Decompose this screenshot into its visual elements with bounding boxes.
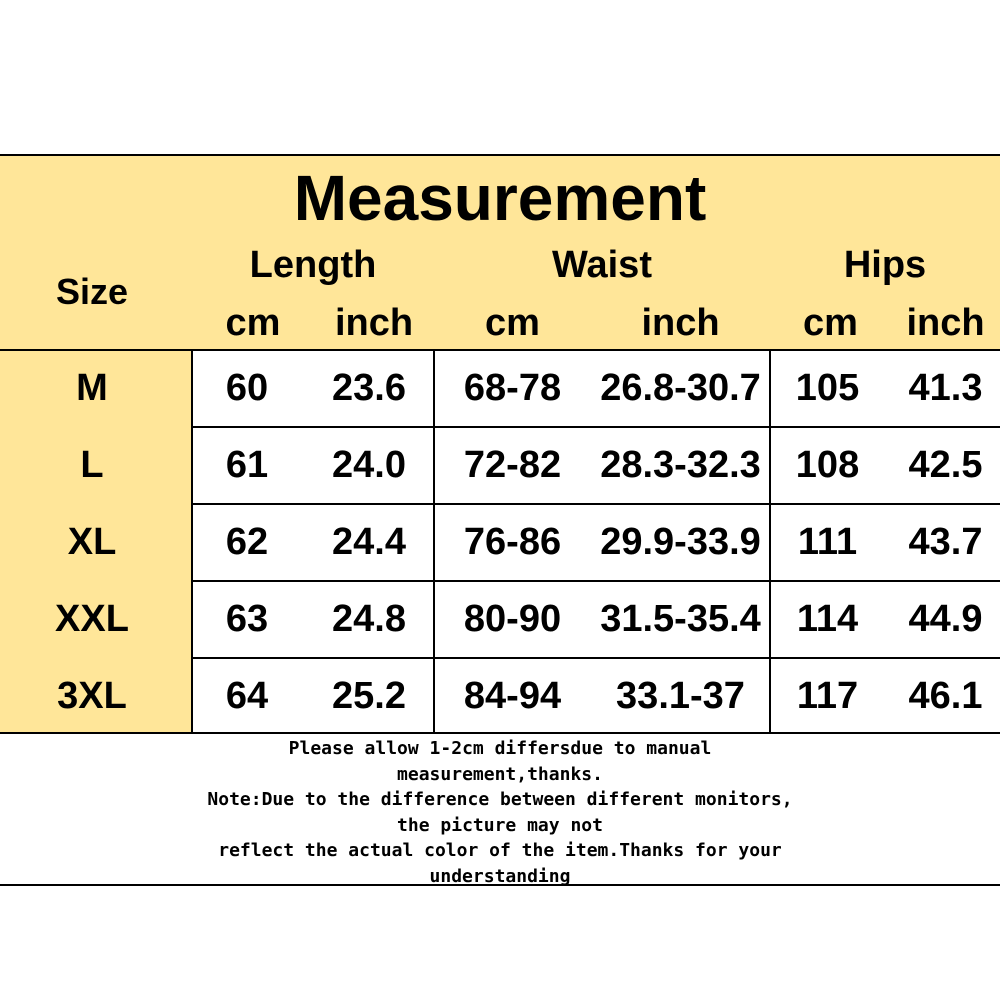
row-divider — [192, 426, 1000, 428]
length-inch-cell: 24.0 — [332, 444, 406, 486]
length-cm-cell: 60 — [225, 367, 269, 409]
length-cm-cell: 62 — [225, 521, 269, 563]
size-column-border — [191, 350, 193, 734]
note-line: Note:Due to the difference between different monitors, — [207, 789, 793, 810]
hips-inch-cell: 41.3 — [908, 367, 983, 409]
group-divider — [433, 350, 435, 734]
note-line: measurement,thanks. — [397, 763, 603, 785]
group-header-hips: Hips — [843, 243, 927, 286]
waist-inch-cell: 31.5-35.4 — [600, 598, 761, 640]
table-top-border — [0, 154, 1000, 156]
size-cell: XXL — [55, 598, 129, 640]
hips-inch-cell: 44.9 — [908, 598, 983, 640]
waist-inch-cell: 28.3-32.3 — [600, 444, 761, 486]
length-inch-cell: 24.8 — [332, 598, 406, 640]
unit-header-hips-cm: cm — [803, 301, 858, 344]
note-line: Please allow 1-2cm differsdue to manual — [288, 738, 712, 759]
waist-cm-cell: 76-86 — [463, 521, 562, 563]
length-cm-cell: 61 — [225, 444, 269, 486]
length-cm-cell: 64 — [225, 674, 269, 717]
size-cell: XL — [67, 521, 117, 563]
notes-block — [0, 734, 1000, 886]
size-header: Size — [55, 271, 129, 312]
note-line: reflect the actual color of the item.Thanks for your — [218, 840, 782, 861]
hips-inch-cell: 42.5 — [908, 444, 983, 486]
group-header-length: Length — [249, 243, 377, 286]
hips-cm-cell: 111 — [797, 521, 858, 563]
hips-cm-cell: 117 — [796, 674, 859, 717]
unit-header-waist-inch: inch — [641, 301, 720, 344]
size-cell: L — [80, 444, 104, 486]
group-divider — [769, 350, 771, 734]
row-divider — [192, 580, 1000, 582]
hips-inch-cell: 46.1 — [908, 674, 983, 717]
length-inch-cell: 24.4 — [332, 521, 406, 563]
note-line: understanding — [429, 865, 571, 887]
hips-inch-cell: 43.7 — [908, 521, 983, 563]
size-cell: M — [76, 367, 108, 409]
length-inch-cell: 23.6 — [332, 367, 406, 409]
unit-header-length-inch: inch — [334, 301, 414, 344]
group-header-waist: Waist — [552, 243, 652, 286]
waist-cm-cell: 72-82 — [463, 444, 562, 486]
waist-cm-cell: 84-94 — [463, 674, 562, 717]
size-chart — [0, 154, 1000, 734]
size-cell: 3XL — [57, 674, 127, 717]
row-divider — [192, 503, 1000, 505]
header-bottom-border — [0, 349, 1000, 351]
length-inch-cell: 25.2 — [332, 674, 406, 717]
hips-cm-cell: 114 — [796, 598, 859, 640]
waist-inch-cell: 33.1-37 — [616, 674, 745, 717]
unit-header-length-cm: cm — [225, 301, 281, 344]
waist-cm-cell: 68-78 — [463, 367, 562, 409]
waist-cm-cell: 80-90 — [463, 598, 562, 640]
row-divider — [192, 657, 1000, 659]
waist-inch-cell: 29.9-33.9 — [600, 521, 761, 563]
table-title: Measurement — [293, 162, 707, 234]
waist-inch-cell: 26.8-30.7 — [600, 367, 761, 409]
note-line: the picture may not — [397, 814, 603, 836]
hips-cm-cell: 108 — [795, 444, 860, 486]
hips-cm-cell: 105 — [795, 367, 860, 409]
unit-header-hips-inch: inch — [906, 301, 985, 344]
length-cm-cell: 63 — [225, 598, 269, 640]
unit-header-waist-cm: cm — [485, 301, 540, 344]
